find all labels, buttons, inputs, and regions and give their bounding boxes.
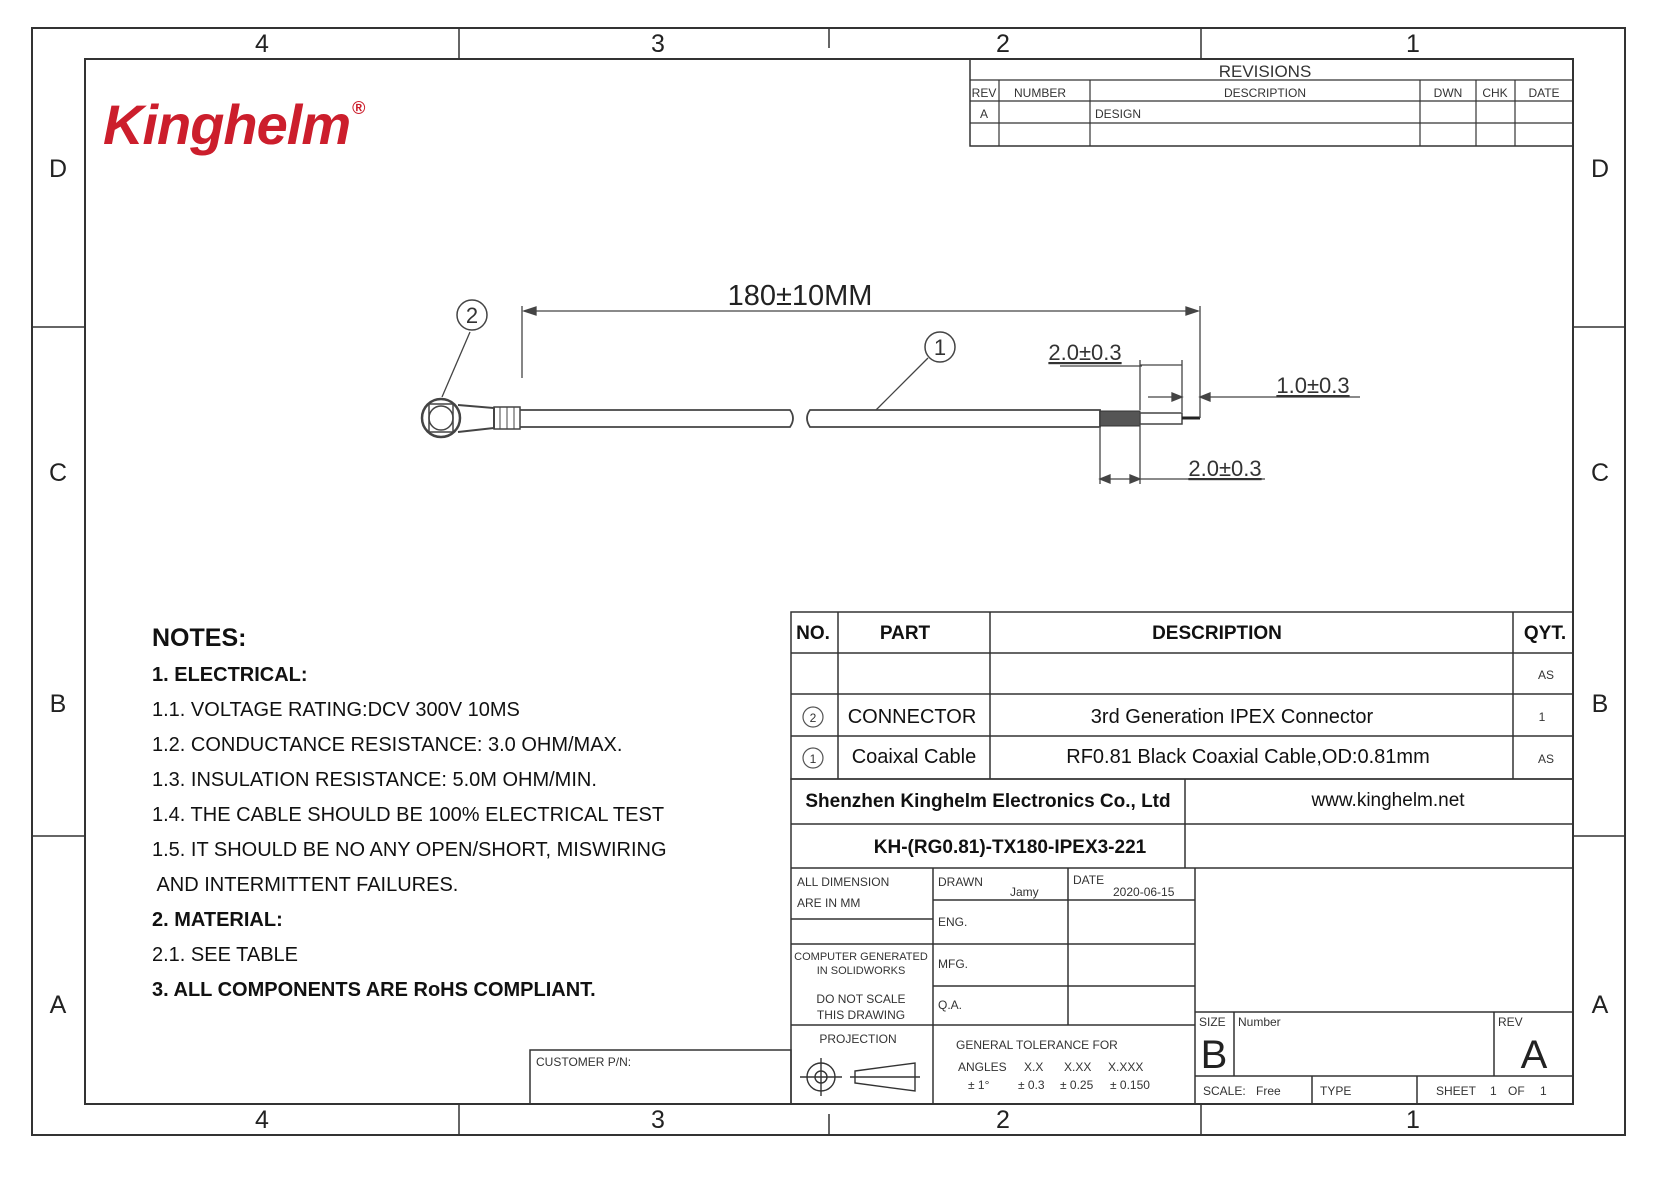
note-line: 1.3. INSULATION RESISTANCE: 5.0M OHM/MIN. — [152, 769, 597, 791]
tol-value-angles: ± 1° — [968, 1078, 990, 1092]
zone-col-top-3: 3 — [651, 30, 665, 58]
note-line: 2.1. SEE TABLE — [152, 944, 299, 966]
note-line: 1.2. CONDUCTANCE RESISTANCE: 3.0 OHM/MAX. — [152, 734, 623, 756]
scale-value: Free — [1256, 1084, 1281, 1098]
tol-header-xxxx: X.XXX — [1108, 1060, 1144, 1074]
bom-row-1-qty: 1 — [1538, 710, 1546, 724]
type-label: TYPE — [1320, 1084, 1352, 1098]
projection-label: PROJECTION — [819, 1032, 897, 1046]
notes-section — [152, 618, 752, 1008]
bom-row-2-no: 1 — [809, 752, 817, 766]
note-line: 1.5. IT SHOULD BE NO ANY OPEN/SHORT, MISWIRING — [152, 839, 667, 861]
dielectric — [1140, 413, 1182, 424]
of-label: OF — [1508, 1084, 1525, 1098]
zone-row-left-B: B — [49, 690, 67, 718]
bom-header-description: DESCRIPTION — [1152, 623, 1282, 644]
zone-col-top-4: 4 — [255, 30, 269, 58]
bom-row-1-part: CONNECTOR — [847, 706, 977, 728]
note-line: 1.4. THE CABLE SHOULD BE 100% ELECTRICAL TEST — [152, 804, 665, 826]
rev-label: REV — [1498, 1015, 1523, 1029]
dim-jacket-strip: 2.0±0.3 — [1188, 456, 1262, 481]
zone-row-right-D: D — [1590, 155, 1610, 183]
dim-total-length: 180±10MM — [727, 280, 873, 312]
scale-label: SCALE: — [1203, 1084, 1246, 1098]
tol-value-xxxx: ± 0.150 — [1110, 1078, 1150, 1092]
all-dimension-line1: ALL DIMENSION — [797, 875, 890, 889]
shield-braid — [1100, 411, 1140, 426]
customer-pn-label: CUSTOMER P/N: — [536, 1055, 632, 1069]
bom-header-no: NO. — [796, 623, 830, 644]
number-label: Number — [1238, 1015, 1281, 1029]
do-not-scale-line1: DO NOT SCALE — [816, 992, 906, 1006]
rev-header-number: NUMBER — [1013, 86, 1067, 100]
of-value: 1 — [1540, 1084, 1547, 1098]
kinghelm-logo — [103, 92, 365, 157]
company-name: Shenzhen Kinghelm Electronics Co., Ltd — [805, 791, 1171, 812]
bom-row-2-description: RF0.81 Black Coaxial Cable,OD:0.81mm — [1066, 746, 1430, 768]
company-website[interactable]: www.kinghelm.net — [1311, 790, 1465, 811]
zone-col-top-2: 2 — [996, 30, 1010, 58]
zone-row-left-D: D — [48, 155, 68, 183]
bom-row-1-no: 2 — [809, 711, 817, 725]
zone-row-right-C: C — [1590, 459, 1610, 487]
size-label: SIZE — [1199, 1015, 1226, 1029]
zone-row-right-B: B — [1591, 690, 1609, 718]
tol-value-xx: ± 0.3 — [1018, 1078, 1045, 1092]
rev-header-rev: REV — [971, 86, 997, 100]
balloon-2-label: 2 — [465, 303, 479, 328]
computer-generated-line2: IN SOLIDWORKS — [816, 965, 906, 977]
note-line: AND INTERMITTENT FAILURES. — [152, 874, 459, 896]
rev-header-dwn: DWN — [1433, 86, 1463, 100]
zone-col-bottom-4: 4 — [255, 1106, 269, 1134]
registered-mark: ® — [352, 98, 365, 118]
bom-row-2-part: Coaixal Cable — [851, 746, 977, 768]
tolerance-title: GENERAL TOLERANCE FOR — [956, 1038, 1118, 1052]
note-line: 2. MATERIAL: — [152, 909, 283, 931]
logo-text: Kinghelm — [103, 93, 351, 156]
tol-header-xxx: X.XX — [1064, 1060, 1092, 1074]
rev-row-description: DESIGN — [1095, 107, 1142, 121]
size-value: B — [1200, 1033, 1228, 1077]
mfg-label: MFG. — [938, 957, 968, 971]
revisions-title: REVISIONS — [1218, 62, 1312, 81]
computer-generated-line1: COMPUTER GENERATED — [794, 951, 928, 963]
dim-strip-outer: 2.0±0.3 — [1048, 340, 1122, 365]
bom-header-part: PART — [879, 623, 931, 644]
date-value: 2020-06-15 — [1113, 885, 1175, 899]
balloon-1-label: 1 — [933, 335, 947, 360]
note-line: 1. ELECTRICAL: — [152, 664, 308, 686]
rev-header-description: DESCRIPTION — [1223, 86, 1307, 100]
drawn-label: DRAWN — [938, 875, 983, 889]
dim-strip-inner: 1.0±0.3 — [1276, 373, 1350, 398]
bom-row-1-description: 3rd Generation IPEX Connector — [1090, 706, 1374, 728]
third-angle-projection-icon — [800, 1058, 920, 1096]
zone-col-bottom-1: 1 — [1406, 1106, 1420, 1134]
sheet-label: SHEET — [1436, 1084, 1477, 1098]
rev-header-date: DATE — [1528, 86, 1560, 100]
notes-title: NOTES: — [152, 624, 247, 652]
sheet-value: 1 — [1490, 1084, 1497, 1098]
do-not-scale-line2: THIS DRAWING — [816, 1008, 906, 1022]
bom-row-2-qty: AS — [1537, 752, 1555, 766]
note-line: 3. ALL COMPONENTS ARE RoHS COMPLIANT. — [152, 979, 596, 1001]
bom-row-0-qty: AS — [1537, 668, 1555, 682]
all-dimension-line2: ARE IN MM — [797, 896, 861, 910]
note-line: 1.1. VOLTAGE RATING:DCV 300V 10MS — [152, 699, 520, 721]
qa-label: Q.A. — [938, 998, 963, 1012]
rev-row-rev: A — [979, 107, 989, 121]
rev-header-chk: CHK — [1482, 86, 1508, 100]
tol-header-angles: ANGLES — [958, 1060, 1007, 1074]
date-label: DATE — [1073, 873, 1105, 887]
eng-label: ENG. — [938, 915, 968, 929]
drawing-part-number: KH-(RG0.81)-TX180-IPEX3-221 — [873, 837, 1147, 858]
tol-value-xxx: ± 0.25 — [1060, 1078, 1094, 1092]
zone-row-right-A: A — [1591, 991, 1609, 1019]
cable-assembly — [422, 399, 1200, 437]
zone-col-bottom-3: 3 — [651, 1106, 665, 1134]
rev-value: A — [1520, 1033, 1548, 1077]
zone-row-left-A: A — [49, 991, 67, 1019]
drawn-by: Jamy — [1010, 885, 1039, 899]
ipex-connector — [422, 399, 520, 437]
zone-col-bottom-2: 2 — [996, 1106, 1010, 1134]
bom-header-qty: QYT. — [1523, 623, 1567, 644]
zone-col-top-1: 1 — [1406, 30, 1420, 58]
tol-header-xx: X.X — [1024, 1060, 1044, 1074]
zone-row-left-C: C — [48, 459, 68, 487]
